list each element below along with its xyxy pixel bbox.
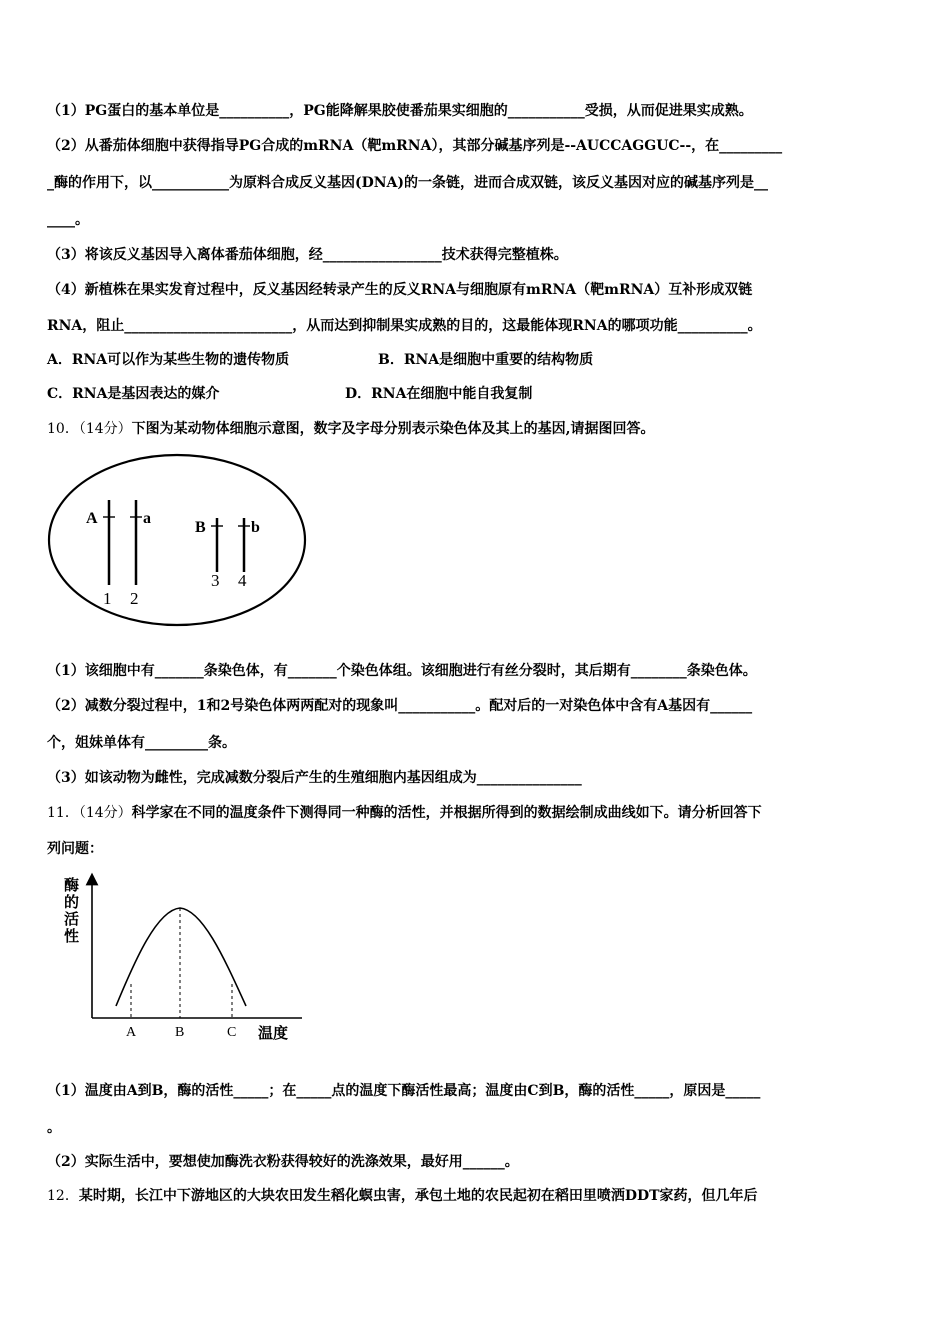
chromosome-2-number: 2 — [130, 589, 139, 608]
q10-line-4: （3）如该动物为雌性，完成减数分裂后产生的生殖细胞内基因组成为_______________ — [47, 770, 582, 786]
q9-line-7: RNA，阻止________________________，从而达到抑制果实成熟的目的，这最能体现RNA的哪项功能__________。 — [47, 318, 762, 334]
gene-A-label: A — [86, 510, 98, 527]
x-tick-B: B — [175, 1025, 185, 1040]
chromosome-3-number: 3 — [211, 571, 220, 590]
q9-line-6: （4）新植株在果实发育过程中，反义基因经转录产生的反义RNA与细胞原有mRNA（靶mRNA）互补形成双链 — [47, 282, 753, 298]
q11-line-2: 。 — [47, 1120, 61, 1136]
cell-diagram — [44, 450, 312, 630]
x-axis-label: 温度 — [258, 1024, 289, 1042]
q10-number: 10．（14分） — [47, 421, 132, 437]
q9-option-a: A．RNA可以作为某些生物的遗传物质 — [47, 352, 290, 368]
x-tick-C: C — [227, 1025, 237, 1040]
q10-line-2: （2）减数分裂过程中，1和2号染色体两两配对的现象叫___________。配对后的一对染色体中含有A基因有______ — [47, 698, 753, 714]
chromosome-1-number: 1 — [103, 589, 112, 608]
q10-stem — [47, 419, 655, 439]
chromosome-4-number: 4 — [238, 571, 247, 590]
y-label-2: 的 — [64, 893, 80, 911]
q9-option-b: B．RNA是细胞中重要的结构物质 — [378, 352, 594, 368]
q12-number: 12． — [47, 1188, 79, 1204]
q10-stem-text: 下图为某动物体细胞示意图，数字及字母分别表示染色体及其上的基因,请据图回答。 — [131, 421, 655, 437]
gene-b-label: b — [251, 519, 260, 536]
q10-line-3: 个，姐妹单体有_________条。 — [47, 735, 236, 751]
q9-line-5: （3）将该反义基因导入离体番茄体细胞，经_________________技术获得完整植株。 — [47, 247, 568, 263]
q11-stem-2: 列问题： — [47, 841, 103, 857]
y-label-4: 性 — [64, 927, 80, 945]
q9-line-2: （2）从番茄体细胞中获得指导PG合成的mRNA（靶mRNA），其部分碱基序列是--AUCCAGGUC--，在_________ — [47, 138, 783, 154]
q11-stem-text: 科学家在不同的温度条件下测得同一种酶的活性，并根据所得到的数据绘制成曲线如下。请分析回答下 — [131, 805, 762, 821]
q9-line-1: （1）PG蛋白的基本单位是__________，PG能降解果胶使番茄果实细胞的___________受损，从而促进果实成熟。 — [47, 103, 753, 119]
y-label-3: 活 — [64, 910, 80, 928]
x-tick-A: A — [126, 1025, 137, 1040]
gene-B-label: B — [195, 519, 206, 536]
enzyme-activity-chart — [60, 870, 320, 1050]
q11-stem — [47, 803, 762, 823]
q12-stem — [47, 1186, 758, 1206]
q9-option-d: D．RNA在细胞中能自我复制 — [345, 386, 533, 402]
q9-option-c: C．RNA是基因表达的媒介 — [47, 386, 220, 402]
q9-line-3: _酶的作用下，以___________为原料合成反义基因(DNA)的一条链，进而合成双链，该反义基因对应的碱基序列是__ — [47, 175, 769, 191]
gene-a-label: a — [143, 510, 151, 527]
cell-outline — [49, 455, 305, 625]
q9-line-4: ____。 — [47, 212, 89, 228]
y-label-1: 酶 — [64, 876, 80, 894]
q11-line-3: （2）实际生活中，要想使加酶洗衣粉获得较好的洗涤效果，最好用______。 — [47, 1154, 519, 1170]
q11-line-1: （1）温度由A到B，酶的活性_____；在_____点的温度下酶活性最高；温度由C到B，酶的活性_____，原因是_____ — [47, 1083, 761, 1099]
activity-curve — [116, 908, 246, 1006]
q10-line-1: （1）该细胞中有_______条染色体，有_______个染色体组。该细胞进行有丝分裂时，其后期有________条染色体。 — [47, 663, 757, 679]
q12-stem-text: 某时期，长江中下游地区的大块农田发生稻化螟虫害，承包土地的农民起初在稻田里喷洒DDT家药，但几年后 — [78, 1188, 758, 1204]
q11-number: 11．（14分） — [47, 805, 132, 821]
